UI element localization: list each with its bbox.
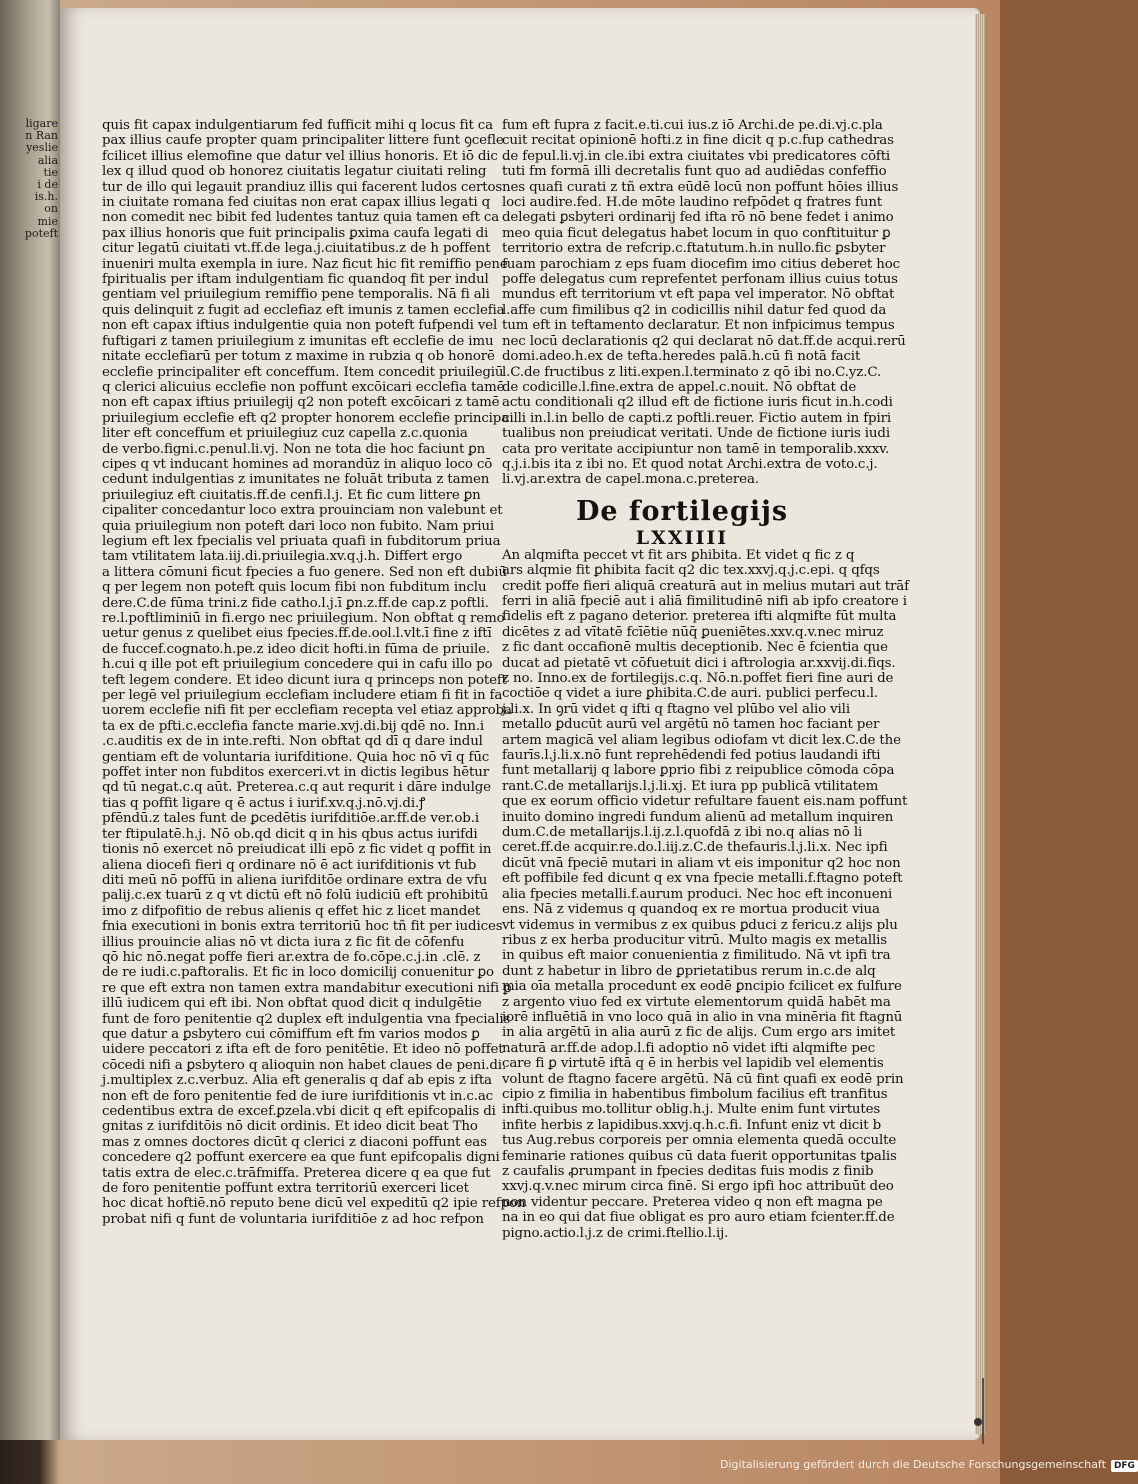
text-line: cipaliter concedantur loco extra prouinciam non valebunt et: [102, 503, 503, 519]
text-line: pigno.actio.l.j.z de crimi.ftellio.l.ij.: [502, 1225, 729, 1241]
text-line: illius prouincie alias nō vt dicta iura z fic fit de cōfenfu: [102, 934, 465, 950]
fragment-line: [0, 289, 58, 301]
text-line: fum eft fupra z facit.e.ti.cui ius.z iō Archi.de pe.di.vj.c.pla: [502, 118, 883, 133]
fragment-line: [0, 1081, 58, 1093]
text-line: per legē vel priuilegium ecclefiam includere etiam fi fit in fa: [102, 688, 503, 704]
text-line: poffe delegatus cum reprefentet perfonam illius cuius totus: [502, 272, 898, 288]
fragment-line: [0, 1422, 58, 1434]
fragment-line: [0, 910, 58, 922]
text-line: non comedit nec bibit fed ludentes tantuz quia tamen eft ca: [102, 210, 500, 226]
fragment-line: [0, 264, 58, 276]
text-line: eft poffibile fed dicunt q ex vna fpecie metalli.f.ftagno poteft: [502, 871, 903, 887]
text-line: de re iudi.c.paftoralis. Et fic in loco domicilij conuenitur ꝑo: [102, 965, 494, 981]
page-marker-line: [966, 1378, 984, 1444]
text-line: cipes q vt inducant homines ad morandūz in aliquo loco cō: [102, 456, 493, 472]
text-line: mundus eft territorium vt eft papa vel imperator. Nō obftat: [502, 287, 895, 303]
fragment-line: [0, 1300, 58, 1312]
digitization-credit: [720, 1458, 1138, 1472]
text-line: dicētes z ad vītatē fcīētie nūq̄ ꝑueniētes.xxv.q.v.nec miruz: [502, 624, 884, 640]
fragment-line: [0, 1227, 58, 1239]
fragment-line: [0, 459, 58, 471]
text-line: actu conditionali q2 illud eft de fictione iuris ficut in.h.codi: [502, 395, 893, 411]
text-line: fcilicet illius elemofine que datur vel illius honoris. Et iō dic: [102, 148, 498, 164]
text-line: cedunt indulgentias z imunitates ne foluāt tributa z tamen: [102, 472, 490, 488]
text-line: in alia argētū in alia aurū z fic de alijs. Cum ergo ars imitet: [502, 1025, 896, 1041]
fragment-line: [0, 423, 58, 435]
text-line: de foro penitentie poffunt extra territoriū exerceri licet: [102, 1181, 469, 1197]
text-block-continuation: [502, 118, 906, 488]
fragment-line: [0, 1130, 58, 1142]
text-block-chapter: [502, 547, 909, 1241]
fragment-line: [0, 1044, 58, 1056]
fragment-line: [0, 1020, 58, 1032]
fragment-line: [0, 691, 58, 703]
fragment-line: [0, 471, 58, 483]
text-line: pax illius honoris que fuit principalis ꝑxima caufa legati di: [102, 225, 489, 241]
text-line: qō hic nō.negat poffe fieri ar.extra de fo.cōpe.c.j.in .clē. z: [102, 949, 481, 965]
fragment-line: is.h.: [34, 190, 58, 204]
text-line: infti.quibus mo.tollitur oblig.h.j. Multe enim funt virtutes: [502, 1102, 881, 1118]
text-line: que ex eorum officio videtur refultare fauent eis.nam poffunt: [502, 794, 908, 810]
text-line: naturā ar.ff.de adop.l.fi adoptio nō videt ifti alqmifte pec: [502, 1040, 875, 1056]
fragment-line: [0, 1154, 58, 1166]
fragment-line: [0, 715, 58, 727]
text-line: cata pro veritate accipiuntur non tamē in temporalib.xxxv.: [502, 441, 890, 457]
fragment-line: [0, 484, 58, 496]
text-line: imo z difpofitio de rebus alienis q effet hic z licet mandet: [102, 903, 481, 919]
text-line: tum eft in teftamento declaratur. Et non infpicimus tempus: [502, 318, 895, 334]
text-line: h.cui q ille pot eft priuilegium concedere qui in cafu illo po: [102, 657, 493, 673]
text-line: liter eft conceffum et priuilegiuz cuz capella z.c.quonia: [102, 426, 468, 442]
fragment-line: [0, 606, 58, 618]
fragment-line: [0, 898, 58, 910]
text-line: fpiritualis per iftam indulgentiam fic quandoq fit per indul: [102, 272, 489, 288]
fragment-line: tie: [43, 165, 58, 179]
fragment-line: [0, 276, 58, 288]
text-line: nec locū declarationis q2 qui declarat nō dat.ff.de acqui.rerū: [502, 333, 906, 349]
text-line: uetur genus z quelibet eius fpecies.ff.de.ool.l.vlt.ī fine z iftī: [102, 626, 492, 642]
text-line: non eft capax iftius priuilegij q2 non poteft excōicari z tamē: [102, 395, 500, 411]
text-line: diti meū nō poffū in aliena iurifditōe ordinare extra de vfu: [102, 872, 488, 888]
fragment-line: [0, 971, 58, 983]
text-line: legium eft lex fpecialis vel priuata quafi in fubditorum priua: [102, 533, 501, 549]
text-line: citur legatū ciuitati vt.ff.de lega.j.ciuitatibus.z de h poffent: [102, 241, 491, 257]
text-line: tias q poffit ligare q ē actus i iurif.xv.q.j.nō.vj.di.ꝭ: [102, 795, 426, 811]
text-line: xxvj.q.v.nec mirum circa finē. Si ergo ipfi hoc attribuūt deo: [502, 1179, 894, 1195]
text-line: infite herbis z lapidibus.xxvj.q.h.c.fi. Infunt eniz vt dicit b: [502, 1117, 882, 1133]
fragment-line: [0, 240, 58, 252]
text-line: dunt z habetur in libro de ꝑprietatibus rerum in.c.de alq: [502, 963, 876, 979]
text-line: funt de foro penitentie q2 duplex eft indulgentia vna fpecialis: [102, 1011, 511, 1027]
left-page-fragment-text: [0, 118, 58, 1471]
fragment-line: n Ran: [25, 129, 58, 143]
text-line: ecclefie principaliter eft conceffum. Item concedit priuilegiū: [102, 364, 504, 380]
fragment-line: [0, 569, 58, 581]
fragment-line: [0, 1398, 58, 1410]
text-line: q per legem non poteft quis locum fibi non fubditum inclu: [102, 580, 487, 596]
text-line: aliena diocefi fieri q ordinare nō ē act iurifditionis vt fub: [102, 857, 477, 873]
fragment-line: [0, 813, 58, 825]
fragment-line: [0, 374, 58, 386]
text-line: quia priuilegium non poteft dari loco non fubito. Nam priui: [102, 518, 494, 534]
text-line: loci audire.fed. H.de mōte laudino refpōdet q fratres funt: [502, 195, 883, 211]
text-line: que datur a ꝑsbytero cui cōmiffum eft fm varios modos ꝑ: [102, 1026, 480, 1042]
text-line: re que eft extra non tamen extra mandabitur executioni nifi ꝑ: [102, 980, 512, 996]
text-line: ducat ad pietatē vt cōfuetuit dici i aftrologia ar.xxvij.di.fiqs.: [502, 655, 896, 671]
text-line: a littera cōmuni ficut fpecies a fuo genere. Sed non eft dubiū: [102, 564, 507, 580]
text-line: tuti fm formā illi decretalis funt quo ad audiēdas confeffio: [502, 164, 887, 180]
fragment-line: [0, 837, 58, 849]
fragment-line: mie: [37, 214, 58, 228]
text-line: de codicille.l.fine.extra de appel.c.nouit. Nō obftat de: [502, 379, 857, 395]
fragment-line: [0, 435, 58, 447]
text-line: delegati ꝑsbyteri ordinarij fed ifta rō nō bene fedet i animo: [502, 210, 894, 226]
text-line: de fepul.li.vj.in cle.ibi extra ciuitates vbi predicatores cōfti: [502, 148, 891, 164]
text-line: inuito domino ingredi fundum alienū ad metallum inquiren: [502, 809, 894, 825]
fragment-line: [0, 788, 58, 800]
fragment-line: [0, 727, 58, 739]
text-line: nes quafi curati z tñ extra eūdē locū non poffunt hōies illius: [502, 179, 899, 195]
text-line: meo quia ficut delegatus habet locum in quo conftituitur ꝑ: [502, 225, 891, 241]
text-line: cilli in.l.in bello de capti.z poftli.reuer. Fictio autem in fpiri: [502, 410, 891, 426]
fragment-line: [0, 447, 58, 459]
text-column-right: [502, 118, 909, 1241]
fragment-line: [0, 1349, 58, 1361]
text-line: q.j.i.bis ita z ibi no. Et quod notat Archi.extra de voto.c.j.: [502, 456, 878, 472]
fragment-line: [0, 740, 58, 752]
text-line: qd tū negat.c.q aūt. Preterea.c.q aut requrit i dāre indulge: [102, 780, 491, 796]
fragment-line: [0, 801, 58, 813]
left-page-edge: [0, 0, 60, 1440]
text-line: ars alqmie fit ꝑhibita facit q2 dic tex.xxvj.q.j.c.epi. q qfqs: [502, 563, 880, 579]
fragment-line: [0, 337, 58, 349]
fragment-line: [0, 1239, 58, 1251]
text-line: z argento viuo fed ex virtute elementorum quidā habēt ma: [502, 994, 891, 1010]
fragment-line: [0, 313, 58, 325]
text-line: palij.c.ex tuarū z q vt dictū eft nō folū iudiciū eft prohibitū: [102, 888, 489, 904]
text-line: mia oīa metalla procedunt ex eodē ꝑncipio fcilicet ex fulfure: [502, 979, 902, 995]
fragment-line: [0, 849, 58, 861]
text-line: priuilegium ecclefie eft q2 propter honorem ecclefie principa: [102, 410, 510, 426]
text-line: poffet inter non fubditos exerceri.vt in dictis legibus hētur: [102, 765, 489, 781]
fragment-line: [0, 1215, 58, 1227]
fragment-line: [0, 1105, 58, 1117]
text-line: q clerici alicuius ecclefie non poffunt excōicari ecclefia tamē: [102, 379, 505, 395]
fragment-line: [0, 1276, 58, 1288]
text-line: ferri in aliā fpeciē aut i aliā fimilitudinē nifi ab ipfo creatore i: [502, 593, 907, 609]
fragment-line: [0, 350, 58, 362]
text-line: alia fpecies metalli.f.aurum produci. Nec hoc eft inconueni: [502, 886, 893, 902]
text-line: l.C.de fructibus z liti.expen.l.terminato z qō ibi no.C.yz.C.: [502, 364, 882, 380]
fragment-line: [0, 947, 58, 959]
fragment-line: [0, 581, 58, 593]
text-line: fnia executioni in bonis extra territoriū hoc tñ fit per iudices: [102, 919, 503, 935]
fragment-line: [0, 1288, 58, 1300]
fragment-line: [0, 1032, 58, 1044]
fragment-line: [0, 630, 58, 642]
fragment-line: on: [44, 202, 58, 216]
text-line: de fuccef.cognato.h.pe.z ideo dicit hofti.in fūma de priuile.: [102, 641, 490, 657]
text-line: An alqmifta peccet vt fit ars ꝑhibita. Et videt q fic z q: [502, 547, 855, 563]
fragment-line: [0, 886, 58, 898]
fragment-line: [0, 618, 58, 630]
fragment-line: [0, 1008, 58, 1020]
text-line: ter ftipulatē.h.j. Nō ob.qd dicit q in his qbus actus iurifdi: [102, 826, 478, 842]
text-line: de verbo.figni.c.penul.li.vj. Non ne tota die hoc faciunt ꝑn: [102, 441, 486, 457]
chapter-number: LXXIIII: [635, 526, 729, 549]
page-edge-stack: [975, 14, 985, 1434]
fragment-line: [0, 1434, 58, 1446]
fragment-line: [0, 398, 58, 410]
text-line: coctiōe q videt a iure ꝑhibita.C.de auri. publici perfecu.l.: [502, 686, 879, 702]
fragment-line: [0, 532, 58, 544]
fragment-line: [0, 1373, 58, 1385]
text-line: concedere q2 poffunt exercere ea que funt epifcopalis digni: [102, 1150, 500, 1166]
fragment-line: [0, 1337, 58, 1349]
text-line: tam vtilitatem lata.iij.di.priuilegia.xv.q.j.h. Differt ergo: [102, 549, 463, 565]
fragment-line: [0, 1056, 58, 1068]
fragment-line: [0, 1410, 58, 1422]
text-line: non eft de foro penitentie fed de iure iurifditionis vt in.c.ac: [102, 1088, 494, 1104]
text-line: lex q illud quod ob honorez ciuitatis legatur ciuitati reling: [102, 164, 487, 180]
fragment-line: [0, 1251, 58, 1263]
fragment-line: [0, 922, 58, 934]
text-line: pax illius caufe propter quam principaliter littere funt ꝯcefle: [102, 133, 504, 149]
text-line: faurīs.l.j.li.x.nō funt reprehēdendi fed potius laudandi ifti: [502, 748, 881, 764]
fragment-line: [0, 1117, 58, 1129]
text-line: gnitas z iurifditōis nō dicit ordinis. Et ideo dicit beat Tho: [102, 1119, 478, 1135]
fragment-line: [0, 1203, 58, 1215]
fragment-line: [0, 508, 58, 520]
text-line: ribus z ex herba producitur vitrū. Multo magis ex metallis: [502, 932, 887, 948]
text-line: na in eo qui dat fiue obligat es pro auro etiam fcienter.ff.de: [502, 1210, 895, 1226]
text-line: non videntur peccare. Preterea video q non eft magna pe: [502, 1194, 883, 1210]
text-line: dere.C.de fūma trini.z fide catho.l.j.ī ꝑn.z.ff.de cap.z poftli.: [102, 595, 489, 611]
text-line: rant.C.de metallarijs.l.j.li.xj. Et iura pp publicā vtilitatem: [502, 778, 879, 794]
fragment-line: [0, 1325, 58, 1337]
fragment-line: [0, 752, 58, 764]
text-line: uorem ecclefie nifi fit per ecclefiam recepta vel etiaz approba: [102, 703, 512, 719]
fragment-line: [0, 1191, 58, 1203]
text-line: tus Aug.rebus corporeis per omnia elementa quedā occulte: [502, 1133, 897, 1149]
text-line: .c.auditis ex de in inte.refti. Non obftat qd dī q dare indul: [102, 734, 483, 750]
fragment-line: [0, 301, 58, 313]
text-line: gentiam eft de voluntaria iurifditione. Quia hoc nō vī q fūc: [102, 749, 490, 765]
text-line: probat nifi q funt de voluntaria iurifditiōe z ad hoc refpon: [102, 1211, 484, 1227]
fragment-line: [0, 1093, 58, 1105]
text-line: re.l.poftliminiū in fi.ergo nec priuilegium. Non obftat q remo: [102, 611, 505, 626]
fragment-line: [0, 996, 58, 1008]
text-line: gentiam vel priuilegium remiffio pene temporalis. Nā fi ali: [102, 287, 490, 303]
fragment-line: [0, 386, 58, 398]
text-line: metallo ꝑducūt aurū vel argētū nō tamen hoc faciant per: [502, 717, 880, 733]
fragment-line: [0, 874, 58, 886]
text-line: tatis extra de elec.c.trāfmiffa. Preterea dicere q ea que fut: [102, 1165, 491, 1181]
fragment-line: [0, 496, 58, 508]
text-line: priuilegiuz eft ciuitatis.ff.de cenfi.l.j. Et fic cum littere ꝑn: [102, 487, 481, 503]
text-line: volunt de ftagno facere argētū. Nā cū fint quafi ex eodē prin: [502, 1071, 904, 1087]
text-line: ta ex de pfti.c.ecclefia fancte marie.xvj.di.bij qdē no. Inn.i: [102, 718, 485, 734]
fragment-line: [0, 764, 58, 776]
fragment-line: [0, 545, 58, 557]
fragment-line: [0, 1178, 58, 1190]
fragment-line: i de: [37, 177, 58, 191]
text-line: cedentibus extra de excef.ꝑzela.vbi dicit q eft epifcopalis di: [102, 1104, 496, 1119]
text-line: artem magicā vel aliam legibus odiofam vt dicit lex.C.de the: [502, 732, 901, 748]
text-line: j.li.x. In ꝯrū videt q ifti q ftagno vel plūbo vel alio vili: [502, 701, 850, 717]
text-line: teft legem condere. Et ideo dicunt iura q princeps non poteft: [102, 672, 507, 688]
text-line: tur de illo qui legauit prandiuz illis qui facerent ludos certos: [102, 179, 503, 195]
fragment-line: [0, 1166, 58, 1178]
credit-text: Digitalisierung gefördert durch die Deutsche Forschungsgemeinschaft: [720, 1458, 1106, 1471]
fragment-line: [0, 861, 58, 873]
text-line: feminarie rationes quibus cū data fuerit opportunitas tꝑalis: [502, 1148, 897, 1164]
text-line: uidere peccatori z ifta eft de foro penitētie. Et ideo nō poffet: [102, 1042, 504, 1058]
fragment-line: [0, 703, 58, 715]
text-line: j.multiplex z.c.verbuz. Alia eft generalis q daf ab epis z ifta: [102, 1073, 492, 1089]
fragment-line: [0, 557, 58, 569]
text-line: inueniri multa exempla in iure. Naz ficut hic fit remiffio pene: [102, 256, 508, 272]
text-line: pfēndū.z tales funt de ꝑcedētis iurifditiōe.ar.ff.de ver.ob.i: [102, 811, 479, 827]
fragment-line: [0, 1312, 58, 1324]
fragment-line: ligare: [25, 117, 58, 130]
text-line: z no. Inno.ex de fortilegijs.c.q. Nō.n.poffet fieri fine auri de: [502, 671, 894, 686]
fragment-line: [0, 1264, 58, 1276]
text-line: in ciuitate romana fed ciuitas non erat capax illius legati q: [102, 195, 491, 211]
fragment-line: [0, 1361, 58, 1373]
fragment-line: [0, 1446, 58, 1458]
text-line: fuftigari z tamen priuilegium z imunitas eft ecclefie de imu: [102, 333, 494, 349]
fragment-line: [0, 679, 58, 691]
fragment-line: [0, 983, 58, 995]
fragment-line: [0, 642, 58, 654]
text-line: z caufalis ꝓrumpant in fpecies deditas fuis modis z finib: [502, 1164, 874, 1179]
text-line: iorē influētiā in vno loco quā in alio in vna minēria fit ftagnū: [502, 1009, 903, 1025]
text-line: mas z omnes doctores dicūt q clerici z diaconi poffunt eas: [102, 1134, 487, 1150]
fragment-line: [0, 1386, 58, 1398]
text-line: tualibus non preiudicat veritati. Unde de fictione iuris iudi: [502, 426, 890, 442]
text-line: dicūt vnā fpeciē mutari in aliam vt eis imponitur q2 hoc non: [502, 855, 901, 871]
text-line: fidelis eft z pagano deterior. preterea ifti alqmifte fūt multa: [502, 609, 897, 625]
section-heading: De fortilegijs: [575, 495, 789, 527]
text-line: domi.adeo.h.ex de tefta.heredes palā.h.cū fi notā facit: [502, 349, 861, 365]
text-line: care fi ꝑ virtutē iftā q ē in herbis vel lapidib vel elementis: [502, 1056, 884, 1072]
page-marker-dot: [974, 1418, 982, 1426]
text-line: z fic dant occafionē multis deceptionib. Nec ē fcientia que: [502, 640, 888, 656]
text-column-left: [102, 118, 526, 1227]
fragment-line: yeslie: [26, 141, 58, 155]
text-line: vt videmus in vermibus z ex quibus ꝑduci z fericu.z alijs plu: [502, 917, 898, 933]
text-line: cipio z fimilia in habentibus fimbolum facilius eft tranfitus: [502, 1086, 888, 1102]
text-line: cōcedi nifi a ꝑsbytero q alioquin non habet claues de peni.di.: [102, 1057, 507, 1073]
fragment-line: [0, 959, 58, 971]
fragment-line: [0, 654, 58, 666]
fragment-line: [0, 1142, 58, 1154]
text-line: territorio extra de refcrip.c.ftatutum.h.in nullo.fic ꝑsbyter: [502, 241, 886, 257]
fragment-line: [0, 666, 58, 678]
fragment-line: [0, 411, 58, 423]
text-line: quis fit capax indulgentiarum fed fufficit mihi q locus fit ca: [102, 118, 493, 133]
text-line: tionis nō exercet nō preiudicat illi epō z fic videt q poffit in: [102, 842, 492, 858]
text-line: in quibus eft maior conuenientia z fimilitudo. Nā vt ipfi tra: [502, 948, 891, 964]
text-line: dum.C.de metallarijs.l.ij.z.l.quofdā z ibi no.q alias nō li: [502, 825, 863, 841]
text-line: fuam parochiam z eps fuam diocefim imo citius deberet hoc: [502, 256, 900, 272]
text-line: ens. Nā z videmus q quandoq ex re mortua producit viua: [502, 902, 880, 918]
text-line: non eft capax iftius indulgentie quia non poteft fufpendi vel: [102, 318, 498, 334]
text-line: illū iudicem qui eft ibi. Non obftat quod dicit q indulgētie: [102, 996, 482, 1012]
fragment-line: [0, 935, 58, 947]
text-line: hoc dicat hoftiē.nō reputo bene dicū vel expeditū q2 ipie refpon: [102, 1196, 526, 1212]
text-line: credit poffe fieri aliquā creaturā aut in melius mutari aut trāf: [502, 578, 909, 594]
fragment-line: [0, 520, 58, 532]
text-line: ceret.ff.de acquir.re.do.l.iij.z.C.de thefauris.l.j.li.x. Nec ipfi: [502, 840, 888, 856]
fragment-line: [0, 593, 58, 605]
fragment-line: [0, 362, 58, 374]
fragment-line: [0, 325, 58, 337]
text-line: quis delinquit z fugit ad ecclefiaz eft imunis z tamen ecclefia: [102, 302, 505, 318]
text-line: cuit recitat opinionē hofti.z in fine dicit q p.c.fup cathedras: [502, 133, 894, 149]
text-line: nitate ecclefiarū per totum z maxime in rubzia q ob honorē: [102, 349, 495, 365]
fragment-line: [0, 1459, 58, 1471]
fragment-line: [0, 825, 58, 837]
fragment-line: [0, 776, 58, 788]
text-line: li.vj.ar.extra de capel.mona.c.preterea.: [502, 472, 759, 488]
fragment-line: [0, 1069, 58, 1081]
dfg-logo: DFG: [1111, 1460, 1138, 1472]
fragment-line: poteft: [24, 226, 58, 240]
fragment-line: [0, 252, 58, 264]
text-line: funt metallarij q labore ꝑprio fibi z reipublice cōmoda cōpa: [502, 763, 895, 779]
text-line: l.affe cum fimilibus q2 in codicillis nihil datur fed quod da: [502, 302, 887, 318]
fragment-line: alia: [37, 153, 58, 167]
